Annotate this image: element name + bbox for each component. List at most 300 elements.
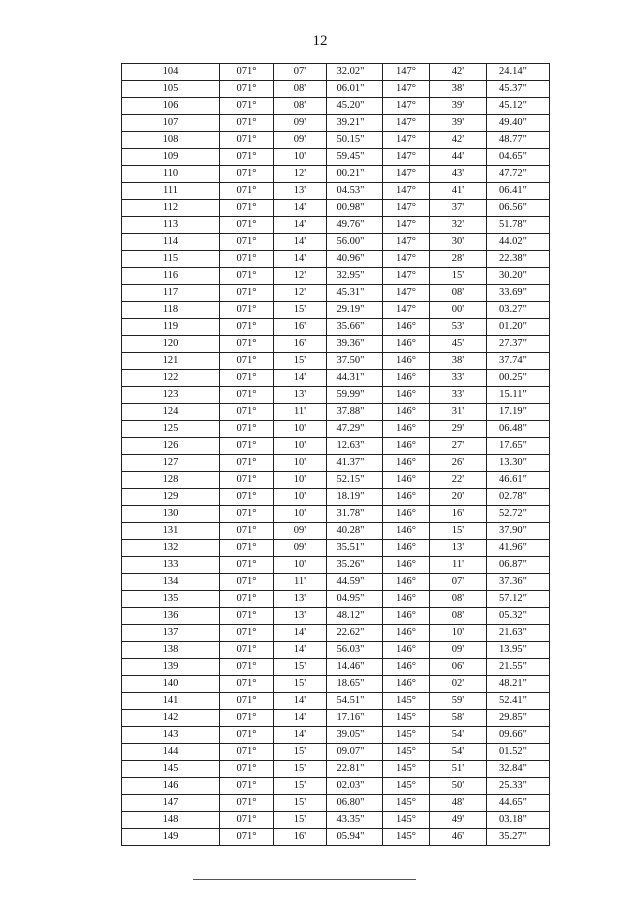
point-number-cell: 122 bbox=[122, 370, 220, 387]
lat-minutes-cell: 10' bbox=[274, 421, 327, 438]
point-number-cell: 134 bbox=[122, 574, 220, 591]
lat-seconds-cell: 37.88" bbox=[327, 404, 383, 421]
lat-seconds-cell: 39.21" bbox=[327, 115, 383, 132]
point-number-cell: 146 bbox=[122, 778, 220, 795]
lon-degrees-cell: 147° bbox=[383, 217, 430, 234]
lat-degrees-cell: 071° bbox=[220, 591, 274, 608]
point-number-cell: 131 bbox=[122, 523, 220, 540]
lon-seconds-cell: 17.65" bbox=[487, 438, 550, 455]
lon-seconds-cell: 06.48" bbox=[487, 421, 550, 438]
lat-degrees-cell: 071° bbox=[220, 387, 274, 404]
table-row bbox=[122, 353, 550, 370]
lon-minutes-cell: 28' bbox=[430, 251, 487, 268]
lat-minutes-cell: 15' bbox=[274, 659, 327, 676]
point-number-cell: 104 bbox=[122, 64, 220, 81]
lon-degrees-cell: 147° bbox=[383, 81, 430, 98]
lon-seconds-cell: 17.19" bbox=[487, 404, 550, 421]
lon-degrees-cell: 146° bbox=[383, 404, 430, 421]
lat-degrees-cell: 071° bbox=[220, 438, 274, 455]
lon-minutes-cell: 42' bbox=[430, 132, 487, 149]
lat-minutes-cell: 15' bbox=[274, 302, 327, 319]
lon-seconds-cell: 47.72" bbox=[487, 166, 550, 183]
coordinates-table-body bbox=[122, 64, 550, 846]
lat-minutes-cell: 10' bbox=[274, 149, 327, 166]
lon-minutes-cell: 38' bbox=[430, 81, 487, 98]
point-number-cell: 107 bbox=[122, 115, 220, 132]
lat-minutes-cell: 14' bbox=[274, 727, 327, 744]
lon-minutes-cell: 54' bbox=[430, 744, 487, 761]
point-number-cell: 108 bbox=[122, 132, 220, 149]
lat-degrees-cell: 071° bbox=[220, 421, 274, 438]
lon-degrees-cell: 147° bbox=[383, 302, 430, 319]
lat-seconds-cell: 04.53" bbox=[327, 183, 383, 200]
lat-seconds-cell: 00.21" bbox=[327, 166, 383, 183]
table-row bbox=[122, 506, 550, 523]
lon-minutes-cell: 59' bbox=[430, 693, 487, 710]
lon-minutes-cell: 46' bbox=[430, 829, 487, 846]
lon-seconds-cell: 15.11" bbox=[487, 387, 550, 404]
table-row bbox=[122, 251, 550, 268]
coordinates-table bbox=[121, 63, 550, 846]
lon-seconds-cell: 48.77" bbox=[487, 132, 550, 149]
table-row bbox=[122, 744, 550, 761]
lon-minutes-cell: 58' bbox=[430, 710, 487, 727]
table-row bbox=[122, 268, 550, 285]
table-row bbox=[122, 795, 550, 812]
lat-minutes-cell: 08' bbox=[274, 81, 327, 98]
lon-seconds-cell: 22.38" bbox=[487, 251, 550, 268]
table-row bbox=[122, 81, 550, 98]
lat-degrees-cell: 071° bbox=[220, 353, 274, 370]
lon-minutes-cell: 16' bbox=[430, 506, 487, 523]
lon-minutes-cell: 33' bbox=[430, 387, 487, 404]
lat-seconds-cell: 22.81" bbox=[327, 761, 383, 778]
table-row bbox=[122, 608, 550, 625]
point-number-cell: 143 bbox=[122, 727, 220, 744]
lon-seconds-cell: 25.33" bbox=[487, 778, 550, 795]
point-number-cell: 135 bbox=[122, 591, 220, 608]
lat-seconds-cell: 22.62" bbox=[327, 625, 383, 642]
lon-minutes-cell: 08' bbox=[430, 608, 487, 625]
lat-degrees-cell: 071° bbox=[220, 183, 274, 200]
lon-minutes-cell: 49' bbox=[430, 812, 487, 829]
lat-seconds-cell: 35.26" bbox=[327, 557, 383, 574]
lon-minutes-cell: 39' bbox=[430, 115, 487, 132]
lon-seconds-cell: 45.12" bbox=[487, 98, 550, 115]
point-number-cell: 141 bbox=[122, 693, 220, 710]
lat-seconds-cell: 35.66" bbox=[327, 319, 383, 336]
lat-minutes-cell: 14' bbox=[274, 200, 327, 217]
lon-minutes-cell: 32' bbox=[430, 217, 487, 234]
lat-seconds-cell: 52.15" bbox=[327, 472, 383, 489]
lat-minutes-cell: 15' bbox=[274, 812, 327, 829]
lon-minutes-cell: 20' bbox=[430, 489, 487, 506]
lat-seconds-cell: 31.78" bbox=[327, 506, 383, 523]
table-row bbox=[122, 693, 550, 710]
lat-degrees-cell: 071° bbox=[220, 234, 274, 251]
lat-degrees-cell: 071° bbox=[220, 268, 274, 285]
lon-degrees-cell: 147° bbox=[383, 166, 430, 183]
lat-seconds-cell: 18.19" bbox=[327, 489, 383, 506]
lat-seconds-cell: 09.07" bbox=[327, 744, 383, 761]
lat-degrees-cell: 071° bbox=[220, 132, 274, 149]
lat-degrees-cell: 071° bbox=[220, 64, 274, 81]
lat-minutes-cell: 09' bbox=[274, 523, 327, 540]
point-number-cell: 106 bbox=[122, 98, 220, 115]
lat-minutes-cell: 10' bbox=[274, 472, 327, 489]
lon-seconds-cell: 57.12" bbox=[487, 591, 550, 608]
lon-degrees-cell: 147° bbox=[383, 98, 430, 115]
lat-seconds-cell: 05.94" bbox=[327, 829, 383, 846]
table-row bbox=[122, 625, 550, 642]
lon-degrees-cell: 147° bbox=[383, 132, 430, 149]
point-number-cell: 149 bbox=[122, 829, 220, 846]
lon-seconds-cell: 13.30" bbox=[487, 455, 550, 472]
lat-degrees-cell: 071° bbox=[220, 251, 274, 268]
lat-seconds-cell: 45.31" bbox=[327, 285, 383, 302]
lon-degrees-cell: 147° bbox=[383, 115, 430, 132]
lon-degrees-cell: 146° bbox=[383, 642, 430, 659]
lat-seconds-cell: 39.36" bbox=[327, 336, 383, 353]
lon-degrees-cell: 146° bbox=[383, 472, 430, 489]
lat-minutes-cell: 10' bbox=[274, 506, 327, 523]
table-row bbox=[122, 778, 550, 795]
lon-degrees-cell: 145° bbox=[383, 761, 430, 778]
lat-minutes-cell: 11' bbox=[274, 404, 327, 421]
lon-minutes-cell: 48' bbox=[430, 795, 487, 812]
point-number-cell: 105 bbox=[122, 81, 220, 98]
lon-minutes-cell: 08' bbox=[430, 591, 487, 608]
lat-seconds-cell: 12.63" bbox=[327, 438, 383, 455]
lat-minutes-cell: 13' bbox=[274, 183, 327, 200]
lon-seconds-cell: 00.25" bbox=[487, 370, 550, 387]
lon-minutes-cell: 42' bbox=[430, 64, 487, 81]
lat-degrees-cell: 071° bbox=[220, 676, 274, 693]
lon-minutes-cell: 26' bbox=[430, 455, 487, 472]
table-row bbox=[122, 676, 550, 693]
lat-degrees-cell: 071° bbox=[220, 574, 274, 591]
lon-degrees-cell: 145° bbox=[383, 795, 430, 812]
lat-degrees-cell: 071° bbox=[220, 829, 274, 846]
table-row bbox=[122, 370, 550, 387]
table-row bbox=[122, 98, 550, 115]
lon-degrees-cell: 145° bbox=[383, 812, 430, 829]
lat-degrees-cell: 071° bbox=[220, 115, 274, 132]
lon-minutes-cell: 43' bbox=[430, 166, 487, 183]
lat-degrees-cell: 071° bbox=[220, 693, 274, 710]
lon-degrees-cell: 146° bbox=[383, 659, 430, 676]
lon-minutes-cell: 41' bbox=[430, 183, 487, 200]
point-number-cell: 117 bbox=[122, 285, 220, 302]
lat-minutes-cell: 09' bbox=[274, 540, 327, 557]
table-row bbox=[122, 829, 550, 846]
table-row bbox=[122, 302, 550, 319]
lat-degrees-cell: 071° bbox=[220, 200, 274, 217]
lon-minutes-cell: 45' bbox=[430, 336, 487, 353]
lon-degrees-cell: 146° bbox=[383, 574, 430, 591]
lon-degrees-cell: 147° bbox=[383, 200, 430, 217]
lat-degrees-cell: 071° bbox=[220, 744, 274, 761]
point-number-cell: 147 bbox=[122, 795, 220, 812]
lat-minutes-cell: 10' bbox=[274, 438, 327, 455]
lat-seconds-cell: 49.76" bbox=[327, 217, 383, 234]
table-row bbox=[122, 455, 550, 472]
lon-seconds-cell: 13.95" bbox=[487, 642, 550, 659]
table-row bbox=[122, 132, 550, 149]
lat-seconds-cell: 39.05" bbox=[327, 727, 383, 744]
lat-minutes-cell: 14' bbox=[274, 693, 327, 710]
lat-minutes-cell: 13' bbox=[274, 591, 327, 608]
lon-seconds-cell: 29.85" bbox=[487, 710, 550, 727]
point-number-cell: 120 bbox=[122, 336, 220, 353]
lon-seconds-cell: 45.37" bbox=[487, 81, 550, 98]
lat-seconds-cell: 59.99" bbox=[327, 387, 383, 404]
lon-degrees-cell: 146° bbox=[383, 540, 430, 557]
lat-seconds-cell: 44.59" bbox=[327, 574, 383, 591]
lat-seconds-cell: 18.65" bbox=[327, 676, 383, 693]
table-row bbox=[122, 523, 550, 540]
lat-minutes-cell: 10' bbox=[274, 489, 327, 506]
lon-minutes-cell: 29' bbox=[430, 421, 487, 438]
lon-seconds-cell: 21.55" bbox=[487, 659, 550, 676]
table-row bbox=[122, 166, 550, 183]
lon-minutes-cell: 37' bbox=[430, 200, 487, 217]
lon-seconds-cell: 37.74" bbox=[487, 353, 550, 370]
lon-degrees-cell: 146° bbox=[383, 370, 430, 387]
lon-seconds-cell: 48.21" bbox=[487, 676, 550, 693]
lon-minutes-cell: 00' bbox=[430, 302, 487, 319]
point-number-cell: 115 bbox=[122, 251, 220, 268]
lat-degrees-cell: 071° bbox=[220, 489, 274, 506]
point-number-cell: 127 bbox=[122, 455, 220, 472]
lon-degrees-cell: 146° bbox=[383, 608, 430, 625]
lat-degrees-cell: 071° bbox=[220, 302, 274, 319]
point-number-cell: 109 bbox=[122, 149, 220, 166]
lon-seconds-cell: 33.69" bbox=[487, 285, 550, 302]
lat-minutes-cell: 07' bbox=[274, 64, 327, 81]
lon-degrees-cell: 146° bbox=[383, 489, 430, 506]
point-number-cell: 148 bbox=[122, 812, 220, 829]
table-row bbox=[122, 404, 550, 421]
lon-minutes-cell: 11' bbox=[430, 557, 487, 574]
lat-minutes-cell: 14' bbox=[274, 642, 327, 659]
table-row bbox=[122, 591, 550, 608]
lon-seconds-cell: 06.56" bbox=[487, 200, 550, 217]
lon-minutes-cell: 39' bbox=[430, 98, 487, 115]
lat-minutes-cell: 16' bbox=[274, 319, 327, 336]
lat-degrees-cell: 071° bbox=[220, 81, 274, 98]
point-number-cell: 133 bbox=[122, 557, 220, 574]
lon-minutes-cell: 27' bbox=[430, 438, 487, 455]
lon-seconds-cell: 52.72" bbox=[487, 506, 550, 523]
lat-seconds-cell: 44.31" bbox=[327, 370, 383, 387]
lon-minutes-cell: 08' bbox=[430, 285, 487, 302]
lat-minutes-cell: 08' bbox=[274, 98, 327, 115]
lat-degrees-cell: 071° bbox=[220, 336, 274, 353]
lon-minutes-cell: 33' bbox=[430, 370, 487, 387]
lat-degrees-cell: 071° bbox=[220, 217, 274, 234]
point-number-cell: 125 bbox=[122, 421, 220, 438]
point-number-cell: 114 bbox=[122, 234, 220, 251]
lat-seconds-cell: 56.03" bbox=[327, 642, 383, 659]
lon-degrees-cell: 146° bbox=[383, 625, 430, 642]
table-row bbox=[122, 489, 550, 506]
lon-minutes-cell: 38' bbox=[430, 353, 487, 370]
lat-seconds-cell: 43.35" bbox=[327, 812, 383, 829]
point-number-cell: 140 bbox=[122, 676, 220, 693]
point-number-cell: 130 bbox=[122, 506, 220, 523]
table-row bbox=[122, 472, 550, 489]
lat-seconds-cell: 04.95" bbox=[327, 591, 383, 608]
lat-minutes-cell: 10' bbox=[274, 455, 327, 472]
table-row bbox=[122, 642, 550, 659]
lat-minutes-cell: 14' bbox=[274, 710, 327, 727]
lat-degrees-cell: 071° bbox=[220, 659, 274, 676]
lon-degrees-cell: 145° bbox=[383, 744, 430, 761]
lon-degrees-cell: 146° bbox=[383, 438, 430, 455]
lat-seconds-cell: 00.98" bbox=[327, 200, 383, 217]
lon-seconds-cell: 01.20" bbox=[487, 319, 550, 336]
table-row bbox=[122, 200, 550, 217]
lon-minutes-cell: 15' bbox=[430, 268, 487, 285]
lat-seconds-cell: 35.51" bbox=[327, 540, 383, 557]
lat-degrees-cell: 071° bbox=[220, 523, 274, 540]
lon-seconds-cell: 49.40" bbox=[487, 115, 550, 132]
lon-minutes-cell: 15' bbox=[430, 523, 487, 540]
point-number-cell: 116 bbox=[122, 268, 220, 285]
lon-degrees-cell: 146° bbox=[383, 319, 430, 336]
lat-minutes-cell: 13' bbox=[274, 608, 327, 625]
point-number-cell: 111 bbox=[122, 183, 220, 200]
lon-seconds-cell: 51.78" bbox=[487, 217, 550, 234]
lon-degrees-cell: 146° bbox=[383, 523, 430, 540]
point-number-cell: 119 bbox=[122, 319, 220, 336]
lat-minutes-cell: 11' bbox=[274, 574, 327, 591]
lat-degrees-cell: 071° bbox=[220, 149, 274, 166]
lon-seconds-cell: 27.37" bbox=[487, 336, 550, 353]
point-number-cell: 137 bbox=[122, 625, 220, 642]
table-row bbox=[122, 149, 550, 166]
lat-degrees-cell: 071° bbox=[220, 778, 274, 795]
point-number-cell: 145 bbox=[122, 761, 220, 778]
lon-seconds-cell: 21.63" bbox=[487, 625, 550, 642]
point-number-cell: 142 bbox=[122, 710, 220, 727]
lon-degrees-cell: 147° bbox=[383, 64, 430, 81]
lon-minutes-cell: 44' bbox=[430, 149, 487, 166]
lon-seconds-cell: 46.61" bbox=[487, 472, 550, 489]
lat-degrees-cell: 071° bbox=[220, 166, 274, 183]
lat-seconds-cell: 06.01" bbox=[327, 81, 383, 98]
lat-degrees-cell: 071° bbox=[220, 812, 274, 829]
lat-degrees-cell: 071° bbox=[220, 404, 274, 421]
table-row bbox=[122, 183, 550, 200]
lat-minutes-cell: 15' bbox=[274, 744, 327, 761]
lon-minutes-cell: 10' bbox=[430, 625, 487, 642]
lat-degrees-cell: 071° bbox=[220, 608, 274, 625]
lon-minutes-cell: 53' bbox=[430, 319, 487, 336]
point-number-cell: 113 bbox=[122, 217, 220, 234]
table-row bbox=[122, 812, 550, 829]
lon-degrees-cell: 146° bbox=[383, 591, 430, 608]
lon-degrees-cell: 147° bbox=[383, 251, 430, 268]
lon-minutes-cell: 31' bbox=[430, 404, 487, 421]
lat-minutes-cell: 14' bbox=[274, 370, 327, 387]
point-number-cell: 121 bbox=[122, 353, 220, 370]
lon-minutes-cell: 50' bbox=[430, 778, 487, 795]
lat-seconds-cell: 29.19" bbox=[327, 302, 383, 319]
point-number-cell: 136 bbox=[122, 608, 220, 625]
page-number: 12 bbox=[312, 33, 328, 49]
lat-minutes-cell: 15' bbox=[274, 676, 327, 693]
lat-seconds-cell: 17.16" bbox=[327, 710, 383, 727]
lon-degrees-cell: 146° bbox=[383, 353, 430, 370]
table-row bbox=[122, 285, 550, 302]
lon-minutes-cell: 30' bbox=[430, 234, 487, 251]
lat-minutes-cell: 14' bbox=[274, 625, 327, 642]
lat-minutes-cell: 16' bbox=[274, 829, 327, 846]
lon-degrees-cell: 146° bbox=[383, 676, 430, 693]
table-row bbox=[122, 761, 550, 778]
lon-seconds-cell: 05.32" bbox=[487, 608, 550, 625]
lat-minutes-cell: 15' bbox=[274, 778, 327, 795]
lat-degrees-cell: 071° bbox=[220, 455, 274, 472]
lon-degrees-cell: 145° bbox=[383, 710, 430, 727]
lat-seconds-cell: 37.50" bbox=[327, 353, 383, 370]
lat-seconds-cell: 06.80" bbox=[327, 795, 383, 812]
lat-minutes-cell: 09' bbox=[274, 132, 327, 149]
lat-minutes-cell: 13' bbox=[274, 387, 327, 404]
lon-seconds-cell: 01.52" bbox=[487, 744, 550, 761]
lat-degrees-cell: 071° bbox=[220, 642, 274, 659]
lon-degrees-cell: 147° bbox=[383, 183, 430, 200]
lat-minutes-cell: 14' bbox=[274, 217, 327, 234]
table-row bbox=[122, 574, 550, 591]
lon-seconds-cell: 30.20" bbox=[487, 268, 550, 285]
lat-degrees-cell: 071° bbox=[220, 506, 274, 523]
lon-degrees-cell: 146° bbox=[383, 506, 430, 523]
lat-degrees-cell: 071° bbox=[220, 795, 274, 812]
lat-minutes-cell: 14' bbox=[274, 251, 327, 268]
point-number-cell: 110 bbox=[122, 166, 220, 183]
lat-seconds-cell: 32.95" bbox=[327, 268, 383, 285]
lat-minutes-cell: 09' bbox=[274, 115, 327, 132]
point-number-cell: 124 bbox=[122, 404, 220, 421]
point-number-cell: 112 bbox=[122, 200, 220, 217]
table-row bbox=[122, 234, 550, 251]
lon-degrees-cell: 147° bbox=[383, 285, 430, 302]
lon-degrees-cell: 147° bbox=[383, 234, 430, 251]
lat-seconds-cell: 54.51" bbox=[327, 693, 383, 710]
lat-minutes-cell: 12' bbox=[274, 268, 327, 285]
point-number-cell: 123 bbox=[122, 387, 220, 404]
lat-seconds-cell: 40.28" bbox=[327, 523, 383, 540]
table-row bbox=[122, 319, 550, 336]
lat-seconds-cell: 14.46" bbox=[327, 659, 383, 676]
lat-degrees-cell: 071° bbox=[220, 285, 274, 302]
lat-degrees-cell: 071° bbox=[220, 727, 274, 744]
lat-degrees-cell: 071° bbox=[220, 710, 274, 727]
lon-seconds-cell: 32.84" bbox=[487, 761, 550, 778]
lat-seconds-cell: 41.37" bbox=[327, 455, 383, 472]
lon-minutes-cell: 09' bbox=[430, 642, 487, 659]
lon-seconds-cell: 24.14" bbox=[487, 64, 550, 81]
lat-degrees-cell: 071° bbox=[220, 761, 274, 778]
lon-seconds-cell: 41.96" bbox=[487, 540, 550, 557]
lon-seconds-cell: 09.66" bbox=[487, 727, 550, 744]
lon-seconds-cell: 35.27" bbox=[487, 829, 550, 846]
table-row bbox=[122, 336, 550, 353]
point-number-cell: 144 bbox=[122, 744, 220, 761]
